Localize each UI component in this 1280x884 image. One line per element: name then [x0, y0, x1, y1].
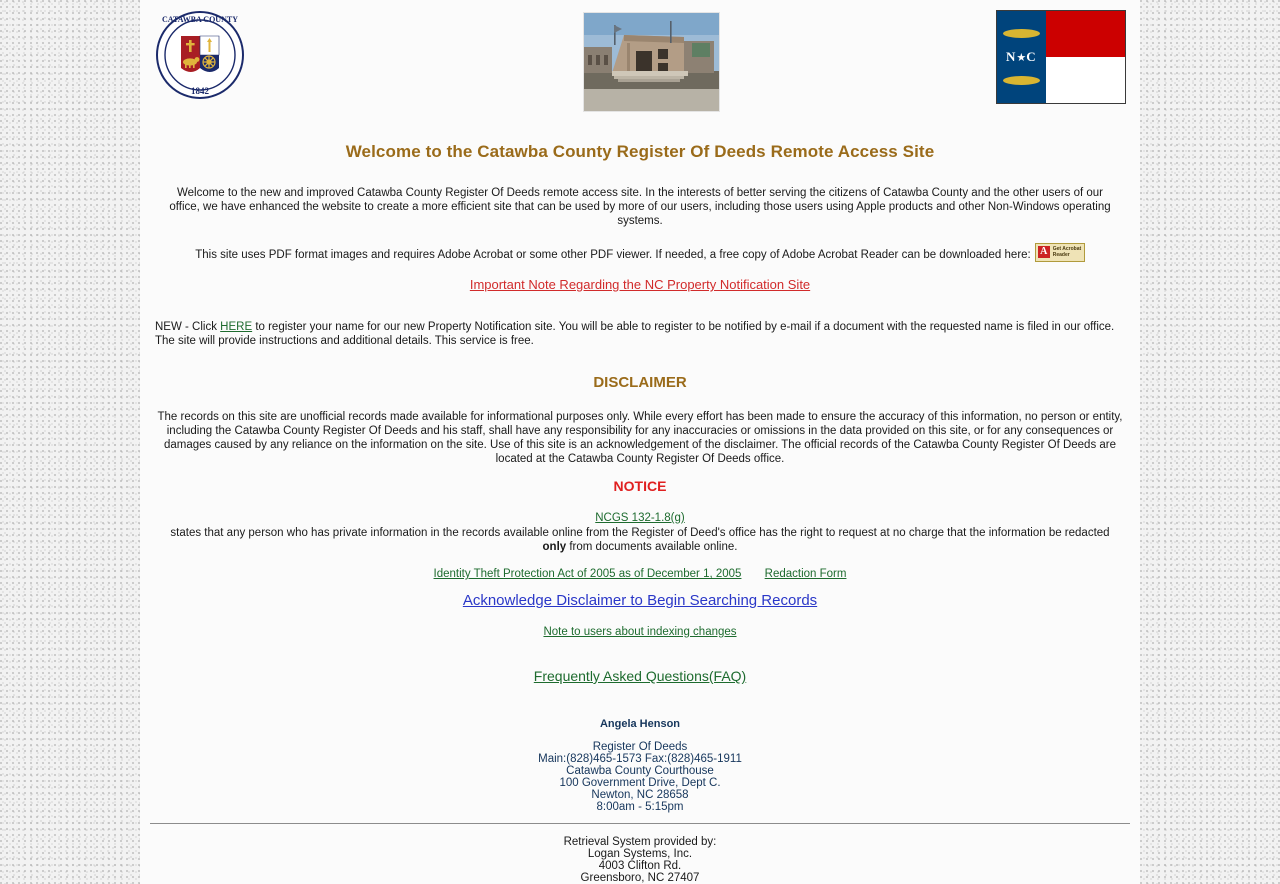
important-note-link[interactable]: Important Note Regarding the NC Property Notification Site [469, 277, 811, 292]
flag-fly-panel [1046, 11, 1125, 103]
statute-link-line [150, 512, 1130, 524]
footer-provided-by: Retrieval System provided by: [563, 836, 717, 848]
pdf-requirement-text: This site uses PDF format images and requires Adobe Acrobat or some other PDF viewer. If needed, a free copy of Adobe Acrobat Reader can be downloaded here: [195, 249, 1031, 261]
footer-divider [150, 823, 1130, 824]
notice-body-emphasis: only [542, 541, 567, 553]
site-header [150, 0, 1130, 120]
footer-city-state-zip: Greensboro, NC 27407 [580, 872, 700, 884]
contact-city-state-zip: Newton, NC 28658 [591, 789, 689, 801]
intro-paragraph: Welcome to the new and improved Catawba County Register Of Deeds remote access site. In the interests of better serving the citizens of Catawba County and the other users of our office, we have enhanced the website to create a more efficient site that can be used by more of our users, including those users using Apple products and other Non-Windows operating systems. [169, 187, 1111, 227]
indexing-note-row [150, 626, 1130, 638]
notice-heading: NOTICE [613, 478, 667, 494]
important-note-line [150, 276, 1130, 294]
register-here-link[interactable]: HERE [220, 321, 253, 333]
flag-hoist-panel [997, 11, 1046, 103]
redaction-form-link[interactable]: Redaction Form [764, 568, 847, 580]
contact-phone-numbers: Main:(828)465-1573 Fax:(828)465-1911 [538, 753, 742, 765]
register-of-deeds-title: Register Of Deeds [592, 741, 688, 753]
vendor-footer [150, 836, 1130, 884]
page-title: Welcome to the Catawba County Register Of Deeds Remote Access Site [345, 142, 935, 161]
footer-street: 4003 Clifton Rd. [598, 860, 682, 872]
flag-red-bar [1046, 11, 1125, 57]
ncgs-statute-link[interactable]: NCGS 132-1.8(g) [595, 512, 685, 524]
faq-row [150, 668, 1130, 686]
notice-body-after: from documents available online. [566, 541, 738, 553]
flag-letter-c: C [1026, 49, 1037, 64]
notice-body-before: states that any person who has private information in the records available online from the Register of Deed's office has the right to request at no charge that the information be redacted [170, 527, 1110, 539]
faq-link[interactable]: Frequently Asked Questions(FAQ) [533, 668, 747, 684]
catawba-county-courthouse-photo [583, 12, 720, 112]
flag-white-bar [1046, 57, 1125, 103]
new-prefix-text: NEW - Click [155, 321, 221, 333]
statute-links-row [150, 568, 1130, 580]
catawba-county-seal-icon [155, 10, 245, 100]
new-suffix-text: to register your name for our new Property Notification site. You will be able to register to be notified by e-mail if a document with the requested name is filed in our office. The site will provide instructions and additional details. This service is free. [155, 321, 1115, 347]
disclaimer-body: The records on this site are unofficial records made available for informational purposes only. While every effort has been made to ensure the accuracy of this information, no person or entity, including the Catawba County Register Of Deeds and his staff, shall have any responsibility for any inaccuracies or omissions in the data provided on this site, or for any consequences or damages caused by any reliance on the information on the site. Use of this site is an acknowledgement of the disclaimer. The official records of the Catawba County Register Of Deeds are located at the Catawba County Register Of Deeds office. [157, 411, 1123, 465]
contact-office-hours: 8:00am - 5:15pm [596, 801, 684, 813]
flag-scroll-top [1003, 29, 1040, 38]
svg-text:1842: 1842 [191, 86, 209, 96]
north-carolina-state-flag-icon [996, 10, 1126, 104]
pdf-requirement-line [150, 243, 1130, 262]
register-of-deeds-contact-block [150, 718, 1130, 813]
indexing-changes-link[interactable]: Note to users about indexing changes [543, 626, 737, 638]
content-sheet [140, 0, 1140, 884]
identity-theft-act-link[interactable]: Identity Theft Protection Act of 2005 as of December 1, 2005 [433, 568, 742, 580]
acknowledge-disclaimer-link[interactable]: Acknowledge Disclaimer to Begin Searching Records [462, 592, 818, 609]
acrobat-a-glyph: A [1038, 246, 1050, 258]
contact-street: 100 Government Drive, Dept C. [559, 777, 721, 789]
register-of-deeds-name: Angela Henson [599, 718, 681, 730]
flag-star-icon: ★ [1016, 51, 1027, 64]
acrobat-badge-text: Get Acrobat Reader [1052, 246, 1082, 258]
flag-scroll-bottom [1003, 76, 1040, 85]
contact-building: Catawba County Courthouse [566, 765, 714, 777]
flag-letter-n: N [1005, 49, 1017, 64]
footer-company: Logan Systems, Inc. [587, 848, 693, 860]
notice-body [150, 526, 1130, 554]
get-acrobat-reader-badge-icon[interactable] [1035, 243, 1085, 262]
property-notification-paragraph [150, 320, 1130, 348]
svg-text:CATAWBA COUNTY: CATAWBA COUNTY [162, 15, 238, 24]
disclaimer-heading: DISCLAIMER [593, 374, 687, 391]
acknowledge-row [150, 592, 1130, 610]
